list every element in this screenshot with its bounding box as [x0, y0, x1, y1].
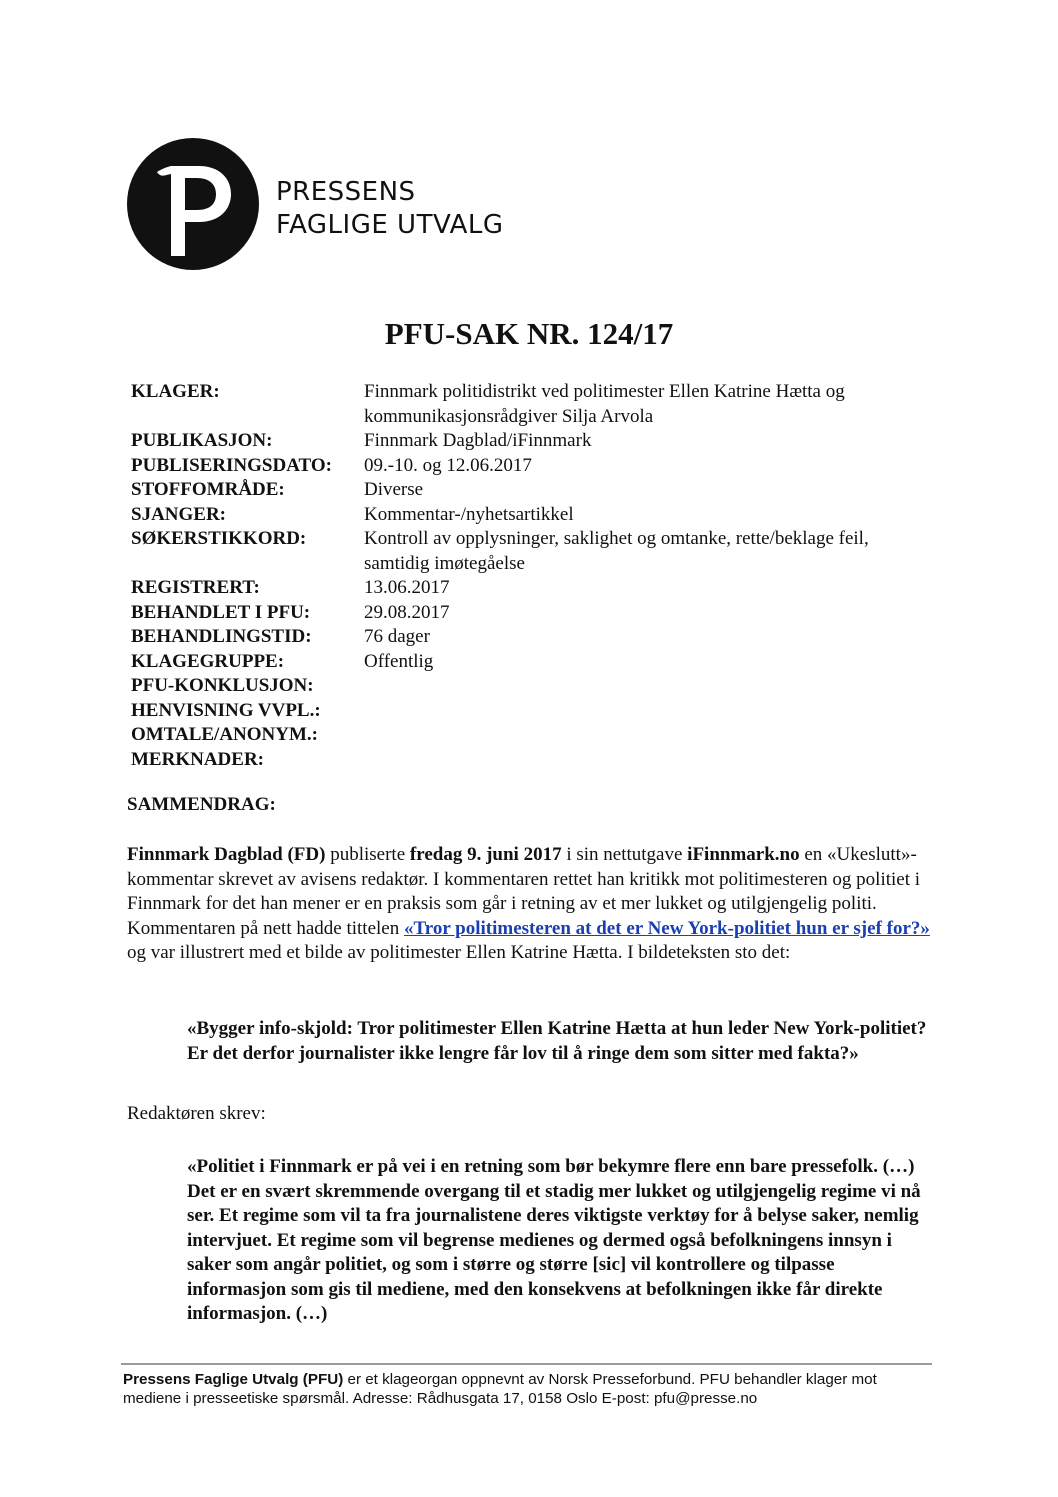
footer	[123, 1370, 933, 1408]
meta-value	[364, 748, 931, 773]
meta-row	[131, 503, 931, 528]
meta-row	[131, 650, 931, 675]
meta-value: Kontroll av opplysninger, saklighet og omtanke, rette/beklage feil, samtidig imøtegåelse	[364, 528, 869, 574]
summary-heading: SAMMENDRAG:	[127, 794, 276, 815]
logo	[127, 138, 259, 270]
footer-divider	[121, 1363, 932, 1365]
meta-label: MERKNADER:	[131, 748, 264, 770]
article-title-link[interactable]: «Tror politimesteren at det er New York-politiet hun er sjef for?»	[403, 917, 930, 939]
meta-label: SØKERSTIKKORD:	[131, 528, 307, 549]
publication-name: Finnmark Dagblad (FD)	[127, 844, 326, 865]
meta-label: OMTALE/ANONYM.:	[131, 724, 318, 745]
meta-row	[131, 478, 931, 503]
editor-quote	[187, 1155, 932, 1327]
website-name: iFinnmark.no	[687, 844, 800, 865]
case-title: PFU-SAK NR. 124/17	[384, 316, 674, 351]
org-name-line2: FAGLIGE UTVALG	[276, 210, 504, 240]
text-run: og var illustrert med et bilde av politimester Ellen Katrine Hætta. I bildeteksten sto det:	[127, 942, 791, 963]
meta-row	[131, 625, 931, 650]
meta-label: HENVISNING VVPL.:	[131, 699, 321, 721]
summary-paragraph	[127, 843, 932, 966]
case-metadata	[131, 380, 931, 772]
meta-value: Offentlig	[364, 650, 434, 672]
meta-value: Kommentar-/nyhetsartikkel	[364, 503, 574, 525]
caption-quote: «Bygger info-skjold: Tror politimester Ellen Katrine Hætta at hun leder New York-politiet? Er det derfor journalister ikke lengre får lov til å ringe dem som sitter med fakta?»	[187, 1018, 927, 1064]
meta-row	[131, 601, 931, 626]
pfu-logo-icon	[127, 138, 259, 270]
editor-quote-line2: Det er en svært skremmende overgang til et stadig mer lukket og utilgjengelig regime vi nå ser. Et regime som vil ta fra journalistene deres viktigste verktøy for å belyse saker, nemlig intervjuet. Et regime som vil begrense medienes og dermed også befolkningens innsyn i saker som angår politiet, og som i større og større [sic] vil kontrollere og tilpasse informasjon som gis til mediene, med den konsekvens at befolkningen ikke får direkte informasjon. (…)	[187, 1180, 921, 1324]
meta-label: BEHANDLINGSTID:	[131, 626, 312, 647]
meta-row	[131, 723, 931, 748]
meta-value: 09.-10. og 12.06.2017	[364, 454, 532, 476]
meta-value	[364, 699, 931, 724]
meta-label: PFU-KONKLUSJON:	[131, 675, 314, 696]
meta-value: Finnmark politidistrikt ved politimester Ellen Katrine Hætta og kommunikasjonsrådgiver Silja Arvola	[364, 381, 845, 427]
meta-row	[131, 748, 931, 773]
publication-date: fredag 9. juni 2017	[409, 844, 562, 865]
meta-value	[364, 723, 931, 748]
text-run: publiserte	[325, 844, 410, 865]
editor-intro: Redaktøren skrev:	[127, 1103, 266, 1124]
meta-value: 13.06.2017	[364, 577, 450, 598]
meta-row	[131, 429, 931, 454]
footer-text: er et klageorgan oppnevnt av Norsk Presseforbund. PFU behandler klager mot mediene i presseetiske spørsmål. Adresse: Rådhusgata 17, 0158 Oslo E-post: pfu@presse.no	[123, 1371, 877, 1407]
meta-row	[131, 527, 931, 576]
footer-org-name: Pressens Faglige Utvalg (PFU)	[123, 1371, 344, 1388]
text-run: en «Ukeslutt»-kommentar skrevet av avisens redaktør. I kommentaren rettet han kritikk mot politimesteren og politiet i Finnmark for det han mener er en praksis som går i retning av et mer lukket og utilgjengelig politi. Kommentaren på nett hadde tittelen	[127, 844, 921, 939]
meta-label: KLAGEGRUPPE:	[131, 650, 285, 672]
editor-quote-line1: «Politiet i Finnmark er på vei i en retning som bør bekymre flere enn bare pressefolk. (…)	[187, 1156, 915, 1177]
meta-label: KLAGER:	[131, 381, 220, 402]
meta-label: REGISTRERT:	[131, 577, 260, 598]
meta-row	[131, 699, 931, 724]
meta-value: 29.08.2017	[364, 601, 450, 623]
meta-value: Finnmark Dagblad/iFinnmark	[364, 430, 592, 451]
meta-row	[131, 674, 931, 699]
meta-label: PUBLIKASJON:	[131, 430, 273, 451]
meta-row	[131, 576, 931, 601]
meta-row	[131, 380, 931, 429]
meta-label: BEHANDLET I PFU:	[131, 601, 311, 623]
meta-value: Diverse	[364, 479, 424, 500]
org-name-line1: PRESSENS	[276, 177, 416, 207]
meta-label: STOFFOMRÅDE:	[131, 479, 285, 500]
meta-value: 76 dager	[364, 626, 430, 647]
meta-label: SJANGER:	[131, 503, 227, 525]
meta-label: PUBLISERINGSDATO:	[131, 454, 332, 476]
organization-name	[276, 176, 504, 242]
meta-value	[364, 674, 931, 699]
meta-row	[131, 454, 931, 479]
text-run: i sin nettutgave	[561, 844, 688, 865]
